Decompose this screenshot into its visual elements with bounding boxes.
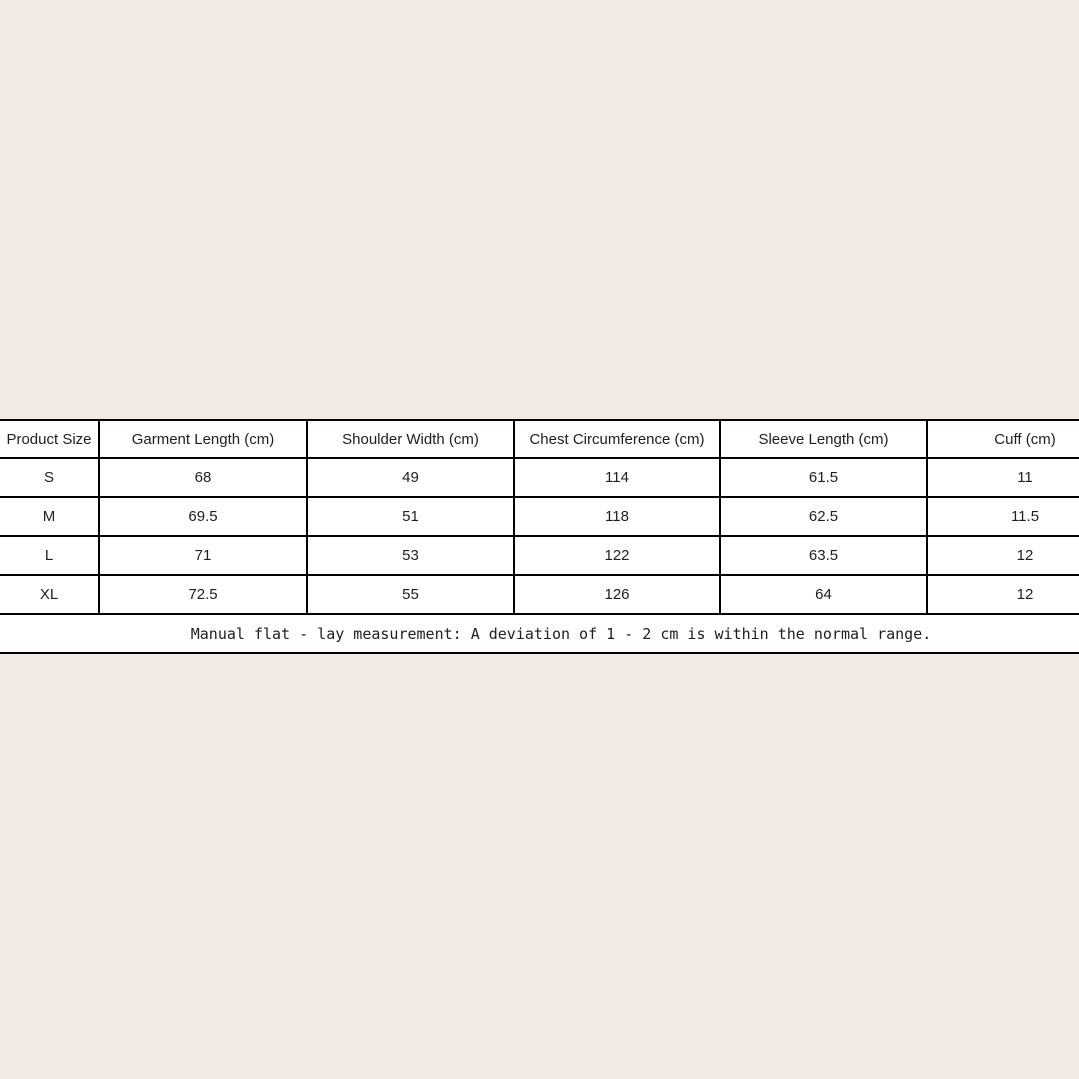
header-cell-shoulder-width: Shoulder Width (cm): [307, 420, 514, 458]
value-cell: 51: [307, 497, 514, 536]
note-row: [0, 614, 1079, 653]
value-cell: 118: [514, 497, 720, 536]
value-cell: 61.5: [720, 458, 927, 497]
value-cell: 69.5: [99, 497, 307, 536]
value-cell: 11.5: [927, 497, 1079, 536]
value-cell: 55: [307, 575, 514, 614]
measurement-note: Manual flat - lay measurement: A deviation of 1 - 2 cm is within the normal range.: [0, 614, 1079, 653]
table-row-size-xl: [0, 575, 1079, 614]
table-row-size-m: [0, 497, 1079, 536]
table-row-size-l: [0, 536, 1079, 575]
value-cell: 68: [99, 458, 307, 497]
size-cell: L: [0, 536, 99, 575]
header-cell-cuff: Cuff (cm): [927, 420, 1079, 458]
header-cell-chest-circumference: Chest Circumference (cm): [514, 420, 720, 458]
size-cell: M: [0, 497, 99, 536]
size-chart-table-container: [0, 419, 1079, 654]
value-cell: 12: [927, 536, 1079, 575]
value-cell: 64: [720, 575, 927, 614]
value-cell: 11: [927, 458, 1079, 497]
value-cell: 114: [514, 458, 720, 497]
value-cell: 12: [927, 575, 1079, 614]
size-cell: XL: [0, 575, 99, 614]
size-chart-table: [0, 419, 1079, 654]
value-cell: 63.5: [720, 536, 927, 575]
header-cell-garment-length: Garment Length (cm): [99, 420, 307, 458]
value-cell: 53: [307, 536, 514, 575]
header-cell-sleeve-length: Sleeve Length (cm): [720, 420, 927, 458]
value-cell: 122: [514, 536, 720, 575]
table-row-size-s: [0, 458, 1079, 497]
value-cell: 72.5: [99, 575, 307, 614]
value-cell: 62.5: [720, 497, 927, 536]
value-cell: 71: [99, 536, 307, 575]
value-cell: 126: [514, 575, 720, 614]
value-cell: 49: [307, 458, 514, 497]
size-cell: S: [0, 458, 99, 497]
header-row: [0, 420, 1079, 458]
header-cell-product-size: Product Size: [0, 420, 99, 458]
